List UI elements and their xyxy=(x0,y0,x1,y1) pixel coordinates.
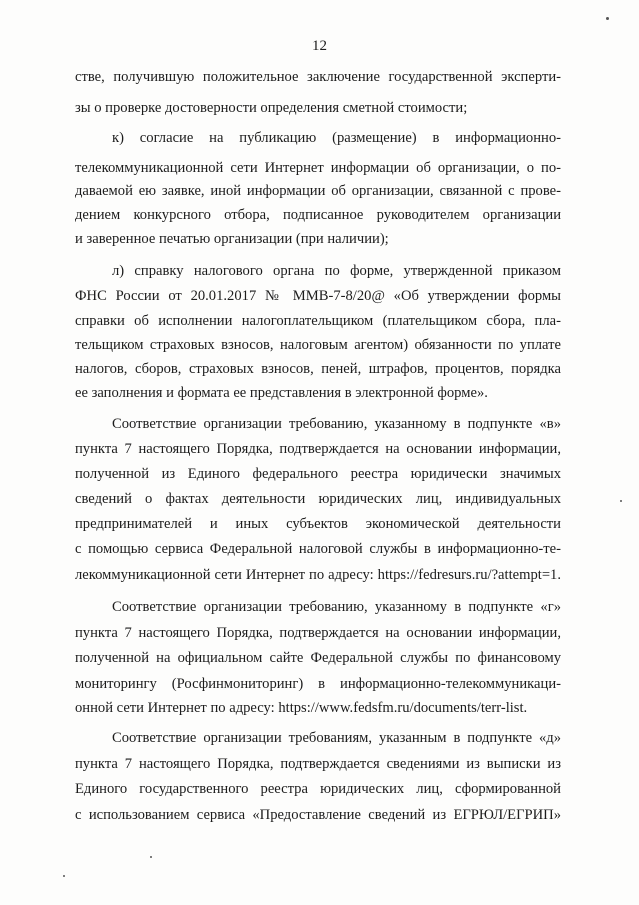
text-line: телекоммуникационной сети Интернет информации об организации, о по- xyxy=(75,160,561,176)
text-line: л) справку налогового органа по форме, утвержденной приказом xyxy=(112,263,561,279)
text-line: полученной на официальном сайте Федеральной службы по финансовому xyxy=(75,650,561,666)
text-line: с помощью сервиса Федеральной налоговой службы в информационно-те- xyxy=(75,541,561,557)
text-line: ФНС России от 20.01.2017 № ММВ-7-8/20@ «Об утверждении формы xyxy=(75,288,561,304)
text-line: даваемой ею заявке, иной информации об организации, связанной с прове- xyxy=(75,183,561,199)
text-line: и заверенное печатью организации (при наличии); xyxy=(75,231,389,247)
text-line: предпринимателей и иных субъектов экономической деятельности xyxy=(75,516,561,532)
scan-speck xyxy=(150,856,152,858)
text-line: пункта 7 настоящего Порядка, подтверждается сведениями из выписки из xyxy=(75,756,561,772)
text-line: онной сети Интернет по адресу: https://www.fedsfm.ru/documents/terr-list. xyxy=(75,700,528,716)
scan-speck xyxy=(63,875,65,877)
text-line: полученной из Единого федерального реестра юридически значимых xyxy=(75,466,561,482)
text-line: лекоммуникационной сети Интернет по адресу: https://fedresurs.ru/?attempt=1. xyxy=(75,567,561,583)
scan-speck xyxy=(606,17,609,20)
text-line: к) согласие на публикацию (размещение) в информационно- xyxy=(112,130,561,146)
text-line: мониторингу (Росфинмониторинг) в информационно-телекоммуникаци- xyxy=(75,676,561,692)
text-line: Единого государственного реестра юридических лиц, сформированной xyxy=(75,781,561,797)
text-line: справки об исполнении налогоплательщиком (плательщиком сбора, пла- xyxy=(75,313,561,329)
text-line: ее заполнения и формата ее представления в электронной форме». xyxy=(75,385,488,401)
text-line: налогов, сборов, страховых взносов, пеней, штрафов, процентов, порядка xyxy=(75,361,561,377)
text-line: дением конкурсного отбора, подписанное руководителем организации xyxy=(75,207,561,223)
text-line: пункта 7 настоящего Порядка, подтверждается на основании информации, xyxy=(75,441,561,457)
text-line: тельщиком страховых взносов, налоговым агентом) обязанности по уплате xyxy=(75,337,561,353)
text-line: Соответствие организации требованию, указанному в подпункте «в» xyxy=(112,416,561,432)
text-line: зы о проверке достоверности определения сметной стоимости; xyxy=(75,100,468,116)
text-line: Соответствие организации требованию, указанному в подпункте «г» xyxy=(112,599,561,615)
text-line: с использованием сервиса «Предоставление сведений из ЕГРЮЛ/ЕГРИП» xyxy=(75,807,561,823)
text-line: Соответствие организации требованиям, указанным в подпункте «д» xyxy=(112,730,561,746)
text-line: сведений о фактах деятельности юридических лиц, индивидуальных xyxy=(75,491,561,507)
page-number: 12 xyxy=(312,38,327,54)
scan-speck xyxy=(620,500,622,502)
text-line: пункта 7 настоящего Порядка, подтверждается на основании информации, xyxy=(75,625,561,641)
text-line: стве, получившую положительное заключение государственной эксперти- xyxy=(75,69,561,85)
